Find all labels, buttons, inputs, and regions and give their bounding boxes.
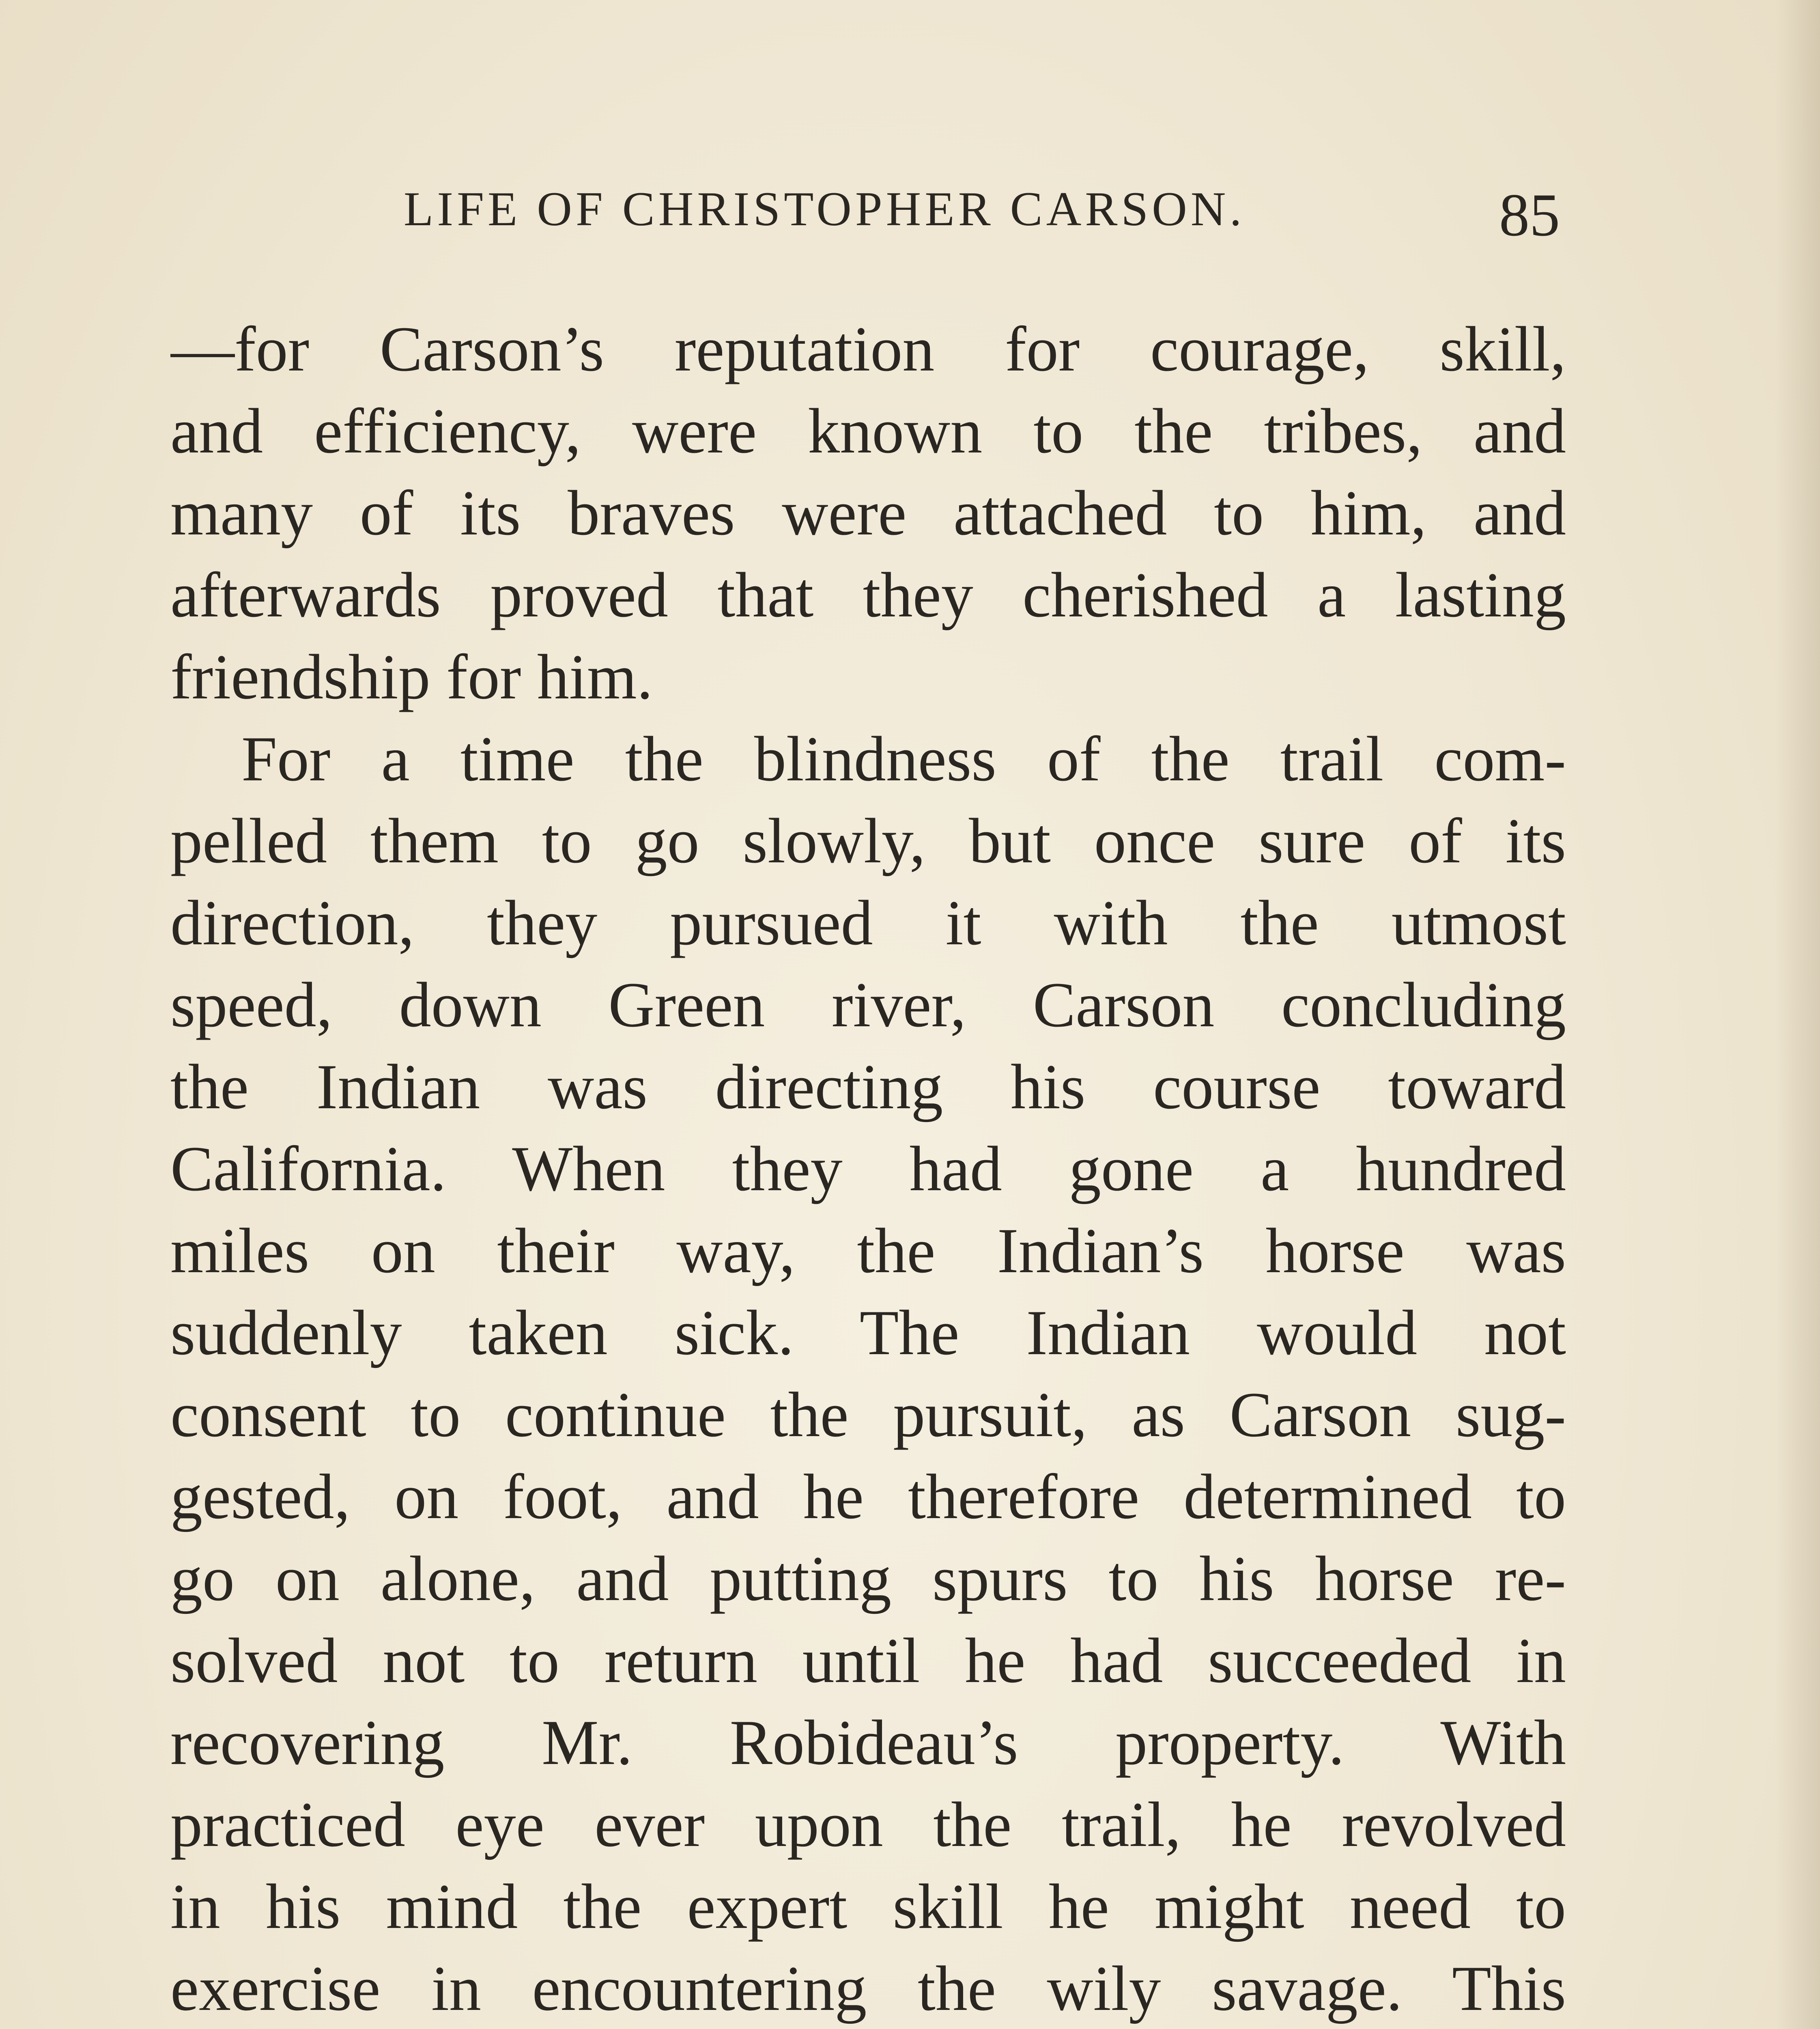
text-line: go on alone, and putting spurs to his horse re- xyxy=(170,1543,1566,1614)
running-title: LIFE OF CHRISTOPHER CARSON. xyxy=(404,182,1246,236)
text-line: and efficiency, were known to the tribes, and xyxy=(170,396,1566,467)
body-text xyxy=(170,308,1566,2029)
text-line: the Indian was directing his course toward xyxy=(170,1051,1566,1122)
text-line: in his mind the expert skill he might need to xyxy=(170,1871,1566,1942)
text-line: recovering Mr. Robideau’s property. With xyxy=(170,1707,1566,1778)
text-line: speed, down Green river, Carson concluding xyxy=(170,969,1566,1040)
text-line: afterwards proved that they cherished a lasting xyxy=(170,560,1566,631)
text-line: suddenly taken sick. The Indian would not xyxy=(170,1297,1566,1368)
text-line: exercise in encountering the wily savage. This xyxy=(170,1953,1566,2024)
text-line: —for Carson’s reputation for courage, skill, xyxy=(170,314,1566,385)
text-line: miles on their way, the Indian’s horse was xyxy=(170,1215,1566,1286)
text-line: consent to continue the pursuit, as Carson sug- xyxy=(170,1379,1566,1450)
text-line: friendship for him. xyxy=(170,642,653,713)
text-line: practiced eye ever upon the trail, he revolved xyxy=(170,1789,1566,1860)
text-line: For a time the blindness of the trail com- xyxy=(241,724,1566,795)
text-line: many of its braves were attached to him, and xyxy=(170,478,1566,549)
text-line: gested, on foot, and he therefore determined to xyxy=(170,1461,1566,1532)
page-edge-shadow xyxy=(1775,0,1820,2029)
text-line: pelled them to go slowly, but once sure of its xyxy=(170,806,1566,877)
page-number: 85 xyxy=(1499,181,1560,249)
text-line: California. When they had gone a hundred xyxy=(170,1133,1566,1204)
text-line: solved not to return until he had succeeded in xyxy=(170,1625,1566,1696)
text-line: direction, they pursued it with the utmost xyxy=(170,887,1566,958)
